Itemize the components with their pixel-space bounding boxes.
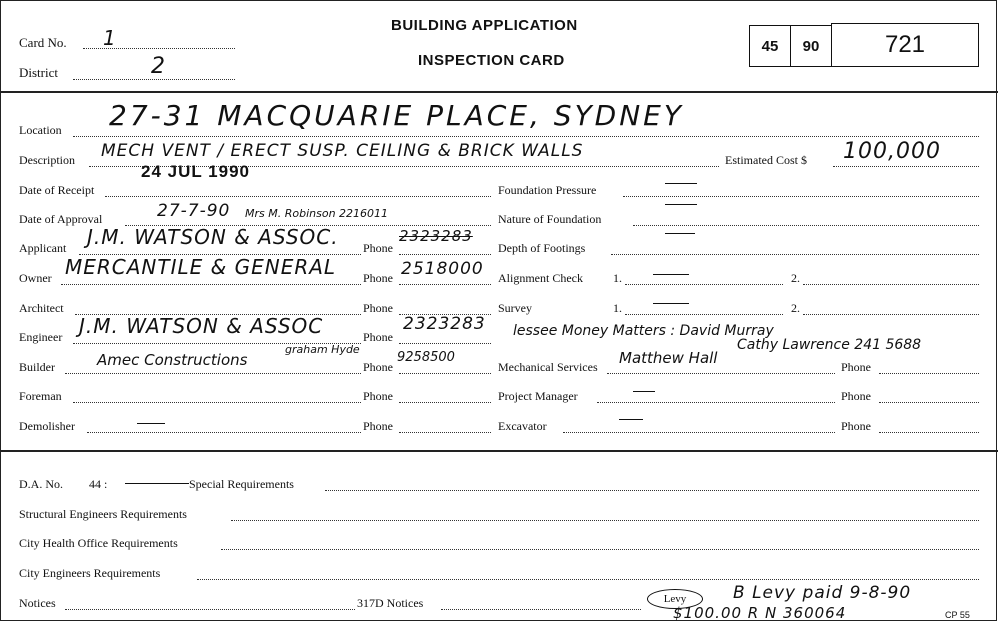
city-health-label: City Health Office Requirements (19, 536, 178, 550)
estimated-cost-value: 100,000 (843, 139, 941, 164)
project-manager-phone-label: Phone (841, 389, 871, 403)
foundation-pressure-label: Foundation Pressure (498, 183, 597, 197)
code-box-90: 90 (790, 25, 832, 67)
levy-value: B Levy paid 9-8-90 (733, 583, 912, 603)
lessee-contact: Cathy Lawrence 241 5688 (737, 337, 922, 353)
structural-engineers-label: Structural Engineers Requirements (19, 507, 187, 521)
survey-num2: 2. (791, 301, 800, 315)
excavator-label: Excavator (498, 419, 547, 433)
mechanical-phone-label: Phone (841, 360, 871, 374)
foreman-label: Foreman (19, 389, 62, 403)
engineer-phone-value: 2323283 (403, 314, 486, 334)
notices-label: Notices (19, 596, 56, 610)
survey-label: Survey (498, 301, 532, 315)
engineer-label: Engineer (19, 330, 63, 344)
architect-label: Architect (19, 301, 64, 315)
date-of-receipt-stamp: 24 JUL 1990 (141, 162, 250, 181)
owner-label: Owner (19, 271, 52, 285)
title-line2: INSPECTION CARD (418, 52, 565, 69)
alignment-check-label: Alignment Check (498, 271, 583, 285)
lessee-note: lessee Money Matters : David Murray (513, 323, 774, 339)
lower-rule (1, 450, 998, 452)
excavator-phone-label: Phone (841, 419, 871, 433)
code-box-721: 721 (831, 23, 979, 67)
survey-num1: 1. (613, 301, 622, 315)
card-no-value: 1 (103, 26, 117, 50)
applicant-value: J.M. WATSON & ASSOC. (87, 225, 339, 249)
location-label: Location (19, 123, 62, 137)
da-no-label: D.A. No. (19, 477, 63, 491)
header-rule (1, 91, 998, 93)
title-line1: BUILDING APPLICATION (391, 17, 578, 34)
builder-value: Amec Constructions (97, 351, 248, 369)
card-no-label: Card No. (19, 35, 67, 50)
district-value: 2 (151, 54, 166, 79)
location-value: 27-31 MACQUARIE PLACE, SYDNEY (109, 99, 684, 132)
levy-stamp: Levy (647, 589, 703, 609)
applicant-phone-label: Phone (363, 241, 393, 255)
district-label: District (19, 65, 58, 80)
owner-phone-label: Phone (363, 271, 393, 285)
demolisher-phone-label: Phone (363, 419, 393, 433)
city-engineers-label: City Engineers Requirements (19, 566, 161, 580)
owner-value: MERCANTILE & GENERAL (65, 255, 337, 279)
builder-contact: graham Hyde (285, 343, 360, 356)
date-of-receipt-label: Date of Receipt (19, 183, 95, 197)
mechanical-services-value: Matthew Hall (619, 349, 718, 367)
depth-of-footings-label: Depth of Footings (498, 241, 586, 255)
description-label: Description (19, 153, 75, 167)
special-requirements-label: Special Requirements (189, 477, 294, 491)
mechanical-services-label: Mechanical Services (498, 360, 598, 374)
da-no-value: 44 : (89, 477, 108, 491)
foreman-phone-label: Phone (363, 389, 393, 403)
engineer-phone-label: Phone (363, 330, 393, 344)
date-of-approval-note: Mrs M. Robinson 2216011 (245, 207, 389, 220)
levy-amount: $100.00 R N 360064 (673, 604, 847, 622)
alignment-num1: 1. (613, 271, 622, 285)
date-of-approval-label: Date of Approval (19, 212, 103, 226)
architect-phone-label: Phone (363, 301, 393, 315)
alignment-num2: 2. (791, 271, 800, 285)
applicant-phone-value: 2323283 (399, 227, 473, 245)
demolisher-label: Demolisher (19, 419, 75, 433)
estimated-cost-label: Estimated Cost $ (725, 153, 807, 167)
form-code: CP 55 (945, 610, 970, 620)
builder-phone-label: Phone (363, 360, 393, 374)
date-of-approval-value: 27-7-90 (157, 201, 231, 221)
code-box-45: 45 (749, 25, 791, 67)
builder-label: Builder (19, 360, 55, 374)
owner-phone-value: 2518000 (401, 259, 484, 279)
engineer-value: J.M. WATSON & ASSOC (79, 314, 324, 338)
project-manager-label: Project Manager (498, 389, 578, 403)
notices-317d-label: 317D Notices (357, 596, 424, 610)
nature-of-foundation-label: Nature of Foundation (498, 212, 602, 226)
description-value: MECH VENT / ERECT SUSP. CEILING & BRICK WALLS (101, 141, 584, 161)
applicant-label: Applicant (19, 241, 67, 255)
builder-phone-value: 9258500 (397, 350, 455, 365)
